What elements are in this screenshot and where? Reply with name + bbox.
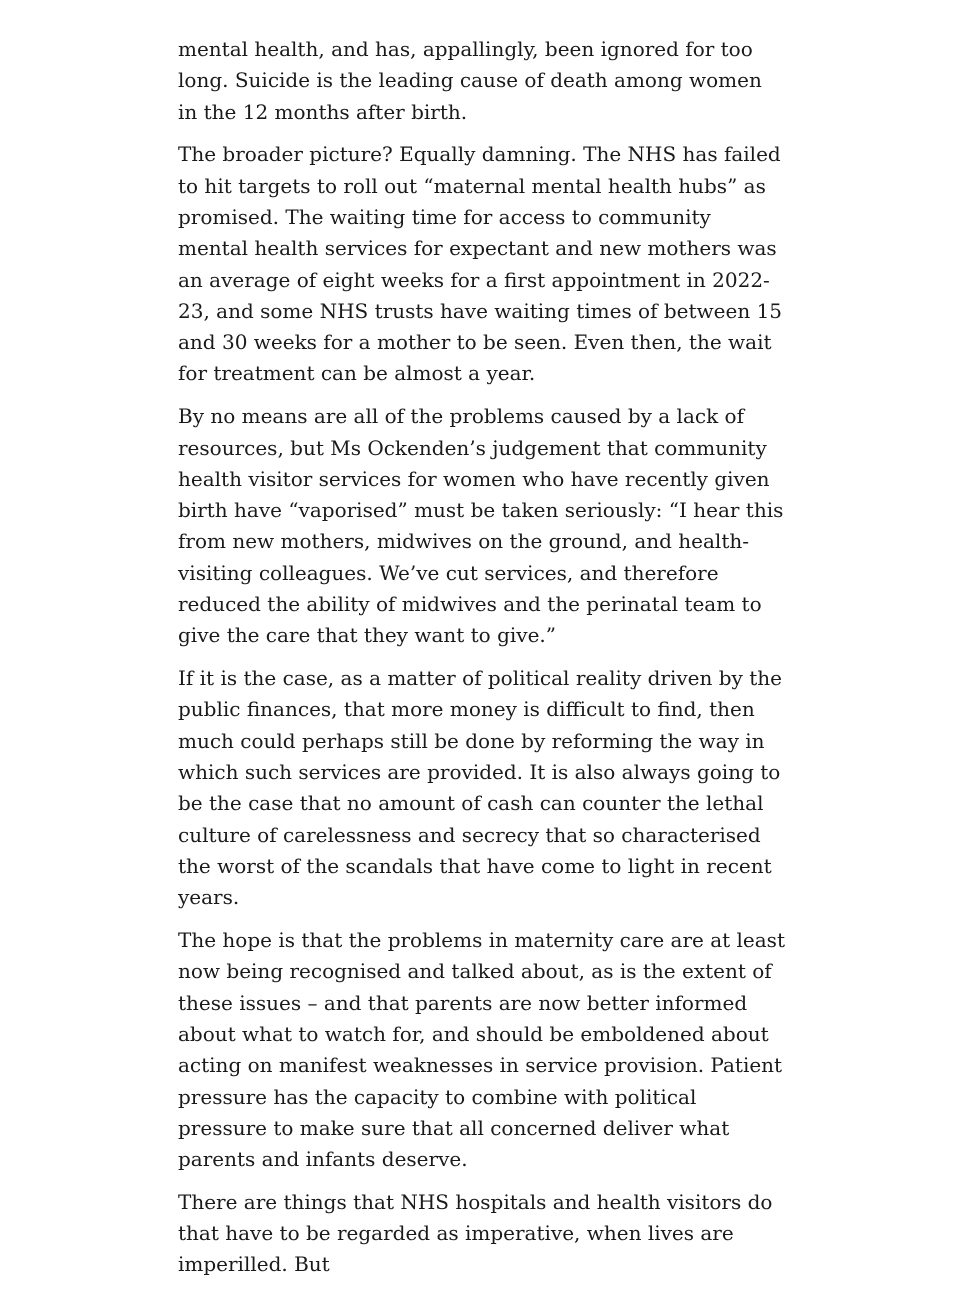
article-paragraph: mental health, and has, appallingly, been ignored for too long. Suicide is the leading cause of death among women in the 12 months after birth. bbox=[178, 37, 762, 124]
article-body bbox=[178, 34, 786, 1292]
article-paragraph: By no means are all of the problems caused by a lack of resources, but Ms Ockenden’s judgement that community health visitor services for women who have recently given birth have “vaporised” must be taken seriously: “I hear this from new mothers, midwives on the ground, and health-visiting colleagues. We’ve cut services, and therefore reduced the ability of midwives and the perinatal team to give the care that they want to give.” bbox=[178, 404, 784, 648]
article-paragraph: If it is the case, as a matter of political reality driven by the public finances, that more money is difficult to find, then much could perhaps still be done by reforming the way in which such services are provided. It is also always going to be the case that no amount of cash can counter the lethal culture of carelessness and secrecy that so characterised the worst of the scandals that have come to light in recent years. bbox=[178, 666, 782, 910]
article-paragraph: The hope is that the problems in maternity care are at least now being recognised and talked about, as is the extent of these issues – and that parents are now better informed about what to watch for, and should be emboldened about acting on manifest weaknesses in service provision. Patient pressure has the capacity to combine with political pressure to make sure that all concerned deliver what parents and infants deserve. bbox=[178, 928, 785, 1172]
article-paragraph: There are things that NHS hospitals and health visitors do that have to be regarded as imperative, when lives are imperilled. But bbox=[178, 1189, 773, 1277]
article-paragraph: The broader picture? Equally damning. The NHS has failed to hit targets to roll out “maternal mental health hubs” as promised. The waiting time for access to community mental health services for expectant and new mothers was an average of eight weeks for a first appointment in 2022-23, and some NHS trusts have waiting times of between 15 and 30 weeks for a mother to be seen. Even then, the wait for treatment can be almost a year. bbox=[178, 142, 783, 386]
